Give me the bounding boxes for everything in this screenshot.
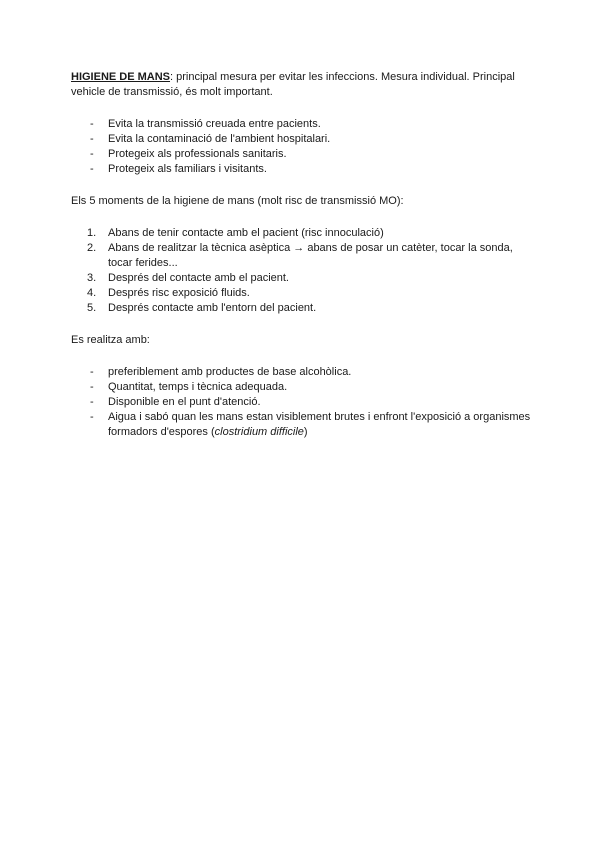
list-item: - Evita la transmissió creuada entre pacients. (90, 118, 321, 130)
bullet-dash: - (90, 133, 94, 145)
document-page (71, 70, 531, 440)
method-list (71, 365, 531, 440)
organism-name: clostridium difficile (214, 426, 304, 438)
bullet-dash: - (90, 163, 94, 175)
bullet-dash: - (90, 118, 94, 130)
list-item: 5. Després contacte amb l'entorn del pacient. (87, 302, 317, 314)
list-item: - Protegeix als professionals sanitaris. (90, 148, 287, 160)
list-item: - Aigua i sabó quan les mans estan visiblement brutes i enfront l'exposició a organismes formadors d'espores (clostridium difficile) (90, 411, 531, 438)
bullet-dash: - (90, 381, 94, 393)
list-item: 1. Abans de tenir contacte amb el pacient (risc innoculació) (87, 227, 384, 239)
bullet-dash: - (90, 396, 94, 408)
section-title: HIGIENE DE MANS (71, 71, 171, 83)
moments-heading: Els 5 moments de la higiene de mans (molt risc de transmissió MO): (71, 195, 404, 207)
list-item: 4. Després risc exposició fluids. (87, 287, 250, 299)
list-item: - preferiblement amb productes de base alcohòlica. (90, 366, 352, 378)
method-heading: Es realitza amb: (71, 334, 150, 346)
purpose-list (71, 117, 531, 177)
intro-paragraph (71, 70, 531, 100)
moments-list (71, 226, 531, 316)
list-item: - Disponible en el punt d'atenció. (90, 396, 261, 408)
intro-text: : principal mesura per evitar les infeccions. Mesura individual. Principal vehicle de transmissió, és molt important. (71, 71, 515, 98)
list-item: - Quantitat, temps i tècnica adequada. (90, 381, 288, 393)
list-item: - Evita la contaminació de l'ambient hospitalari. (90, 133, 331, 145)
list-item: - Protegeix als familiars i visitants. (90, 163, 267, 175)
list-item: 2. Abans de realitzar la tècnica asèptica → abans de posar un catèter, tocar la sonda, tocar ferides... (87, 242, 513, 269)
bullet-dash: - (90, 411, 94, 423)
bullet-dash: - (90, 148, 94, 160)
bullet-dash: - (90, 366, 94, 378)
list-item: 3. Després del contacte amb el pacient. (87, 272, 289, 284)
